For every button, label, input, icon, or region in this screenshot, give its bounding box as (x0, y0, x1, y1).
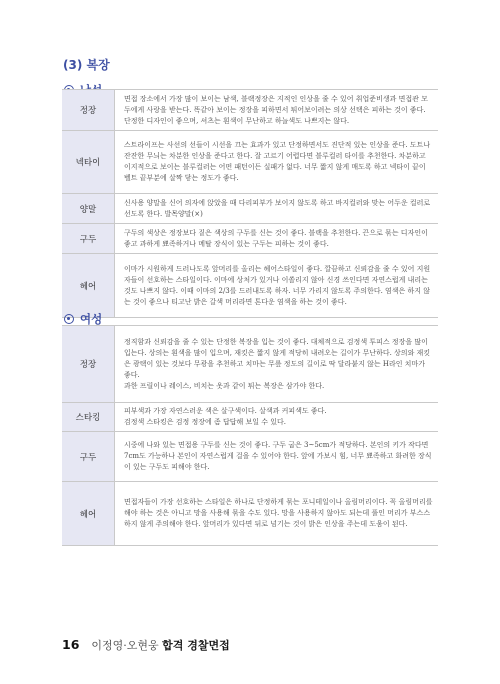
row-label: 넥타이 (62, 131, 115, 194)
row-text: 정직함과 신뢰감을 줄 수 있는 단정한 복장을 입는 것이 좋다. 대체적으로 검정색 투피스 정장을 많이 입는다. 상의는 흰색을 많이 입으며, 재킷은 짧지 않게 적당히 내려오는 길이가 무난하다. 상의와 재킷은 광택이 있는 것보다 무광을 추천하고 치마는 무릎 정도의 길이로 딱 달라붙지 않는 H라인 치마가 좋다. 과한 프릴이나 레이스, 비치는 옷과 같이 튀는 복장은 삼가야 한다. (115, 326, 439, 403)
row-text: 피부색과 가장 자연스러운 색은 살구색이다. 살색과 커피색도 좋다. 검정색 스타킹은 검정 정장에 좀 답답해 보일 수 있다. (115, 403, 439, 432)
row-text: 구두의 색상은 정장보다 짙은 색상의 구두를 신는 것이 좋다. 블랙을 추천한다. 끈으로 묶는 디자인이 좋고 과하게 뾰족하거나 메탈 장식이 있는 구두는 피하는 것이 좋다. (115, 224, 439, 254)
row-label: 정장 (62, 90, 115, 131)
row-label: 정장 (62, 326, 115, 403)
row-text: 시중에 나와 있는 면접용 구두를 신는 것이 좋다. 구두 굽은 3~5cm가 적당하다. 본인의 키가 작다면 7cm도 가능하나 본인이 자연스럽게 걸을 수 있어야 한다. 앞에 가보시 힘, 너무 뾰족하고 화려한 장식이 있는 구두도 피해야 한다. (115, 432, 439, 482)
table-row (62, 90, 438, 131)
row-label: 구두 (62, 432, 115, 482)
table-row (62, 482, 438, 546)
section-title: (3) 복장 (63, 58, 110, 72)
row-label: 양말 (62, 194, 115, 224)
table-row (62, 254, 438, 318)
page-number: 16 (62, 637, 80, 652)
row-label: 스타킹 (62, 403, 115, 432)
table-row (62, 194, 438, 224)
row-label: 헤어 (62, 482, 115, 546)
book-info (91, 637, 229, 653)
female-heading-label: 여성 (80, 312, 103, 326)
target-bullet-icon (64, 314, 74, 324)
row-label: 구두 (62, 224, 115, 254)
row-text: 스트라이프는 사선의 선들이 시선을 끄는 효과가 있고 단정하면서도 진단적 있는 인상을 준다. 도트나 잔잔한 무늬는 차분한 인상을 준다고 한다. 잘 고르기 어렵다면 블루컬러 타이를 추천한다. 차분하고 이지적으로 보이는 블루컬러는 어떤 패턴이든 실패가 없다. 너무 짧지 않게 매도록 하고 넥타이 끝이 벨트 끝부분에 살짝 닿는 정도가 좋다. (115, 131, 439, 194)
page-footer (62, 637, 230, 653)
male-dress-table (62, 89, 438, 318)
row-label: 헤어 (62, 254, 115, 318)
table-row (62, 326, 438, 403)
table-row (62, 403, 438, 432)
row-text: 면접자들이 가장 선호하는 스타일은 하나로 단정하게 묶는 포니테일이나 올림머리이다. 꼭 올림머리를 해야 하는 것은 아니고 망을 사용해 묶을 수도 있다. 망을 사용하지 않아도 되는데 풀인 머리가 부스스하지 않게 주의해야 한다. 앞머리가 있다면 뒤로 넘기는 것이 밝은 인상을 주는데 도움이 된다. (115, 482, 439, 546)
book-title: 합격 경찰면접 (162, 639, 230, 652)
table-row (62, 432, 438, 482)
authors: 이정영·오현웅 (91, 639, 159, 652)
table-row (62, 131, 438, 194)
female-dress-table (62, 325, 438, 546)
row-text: 면접 장소에서 가장 많이 보이는 남색, 블랙정장은 지적인 인상을 줄 수 있어 취업준비생과 면접관 모두에게 사랑을 받는다. 똑같아 보이는 정장을 피하면서 튀어보이려는 의상 선택은 피하는 것이 좋다. 단정한 디자인이 좋으며, 셔츠는 흰색이 무난하고 하늘색도 나쁘지는 않다. (115, 90, 439, 131)
table-row (62, 224, 438, 254)
row-text: 신사용 양말을 신어 의자에 앉았을 때 다리피부가 보이지 않도록 하고 바지컬러와 맞는 어두운 컬러로 선도록 한다. 발목양말(×) (115, 194, 439, 224)
row-text: 이마가 시원하게 드러나도록 앞머리를 올리는 헤어스타일이 좋다. 깔끔하고 신뢰감을 줄 수 있어 지원자들이 선호하는 스타일이다. 이마에 상처가 있거나 이쏠리지 않아 신경 쓰인다면 자연스럽게 내리는 것도 나쁘지 않다. 이때 이마의 2/3를 드러내도록 하자. 너무 가리지 않도록 주의한다. 염색은 하지 않는 것이 좋으나 티고난 밝은 갈색 머리라면 톤다운 염색을 하는 것이 좋다. (115, 254, 439, 318)
